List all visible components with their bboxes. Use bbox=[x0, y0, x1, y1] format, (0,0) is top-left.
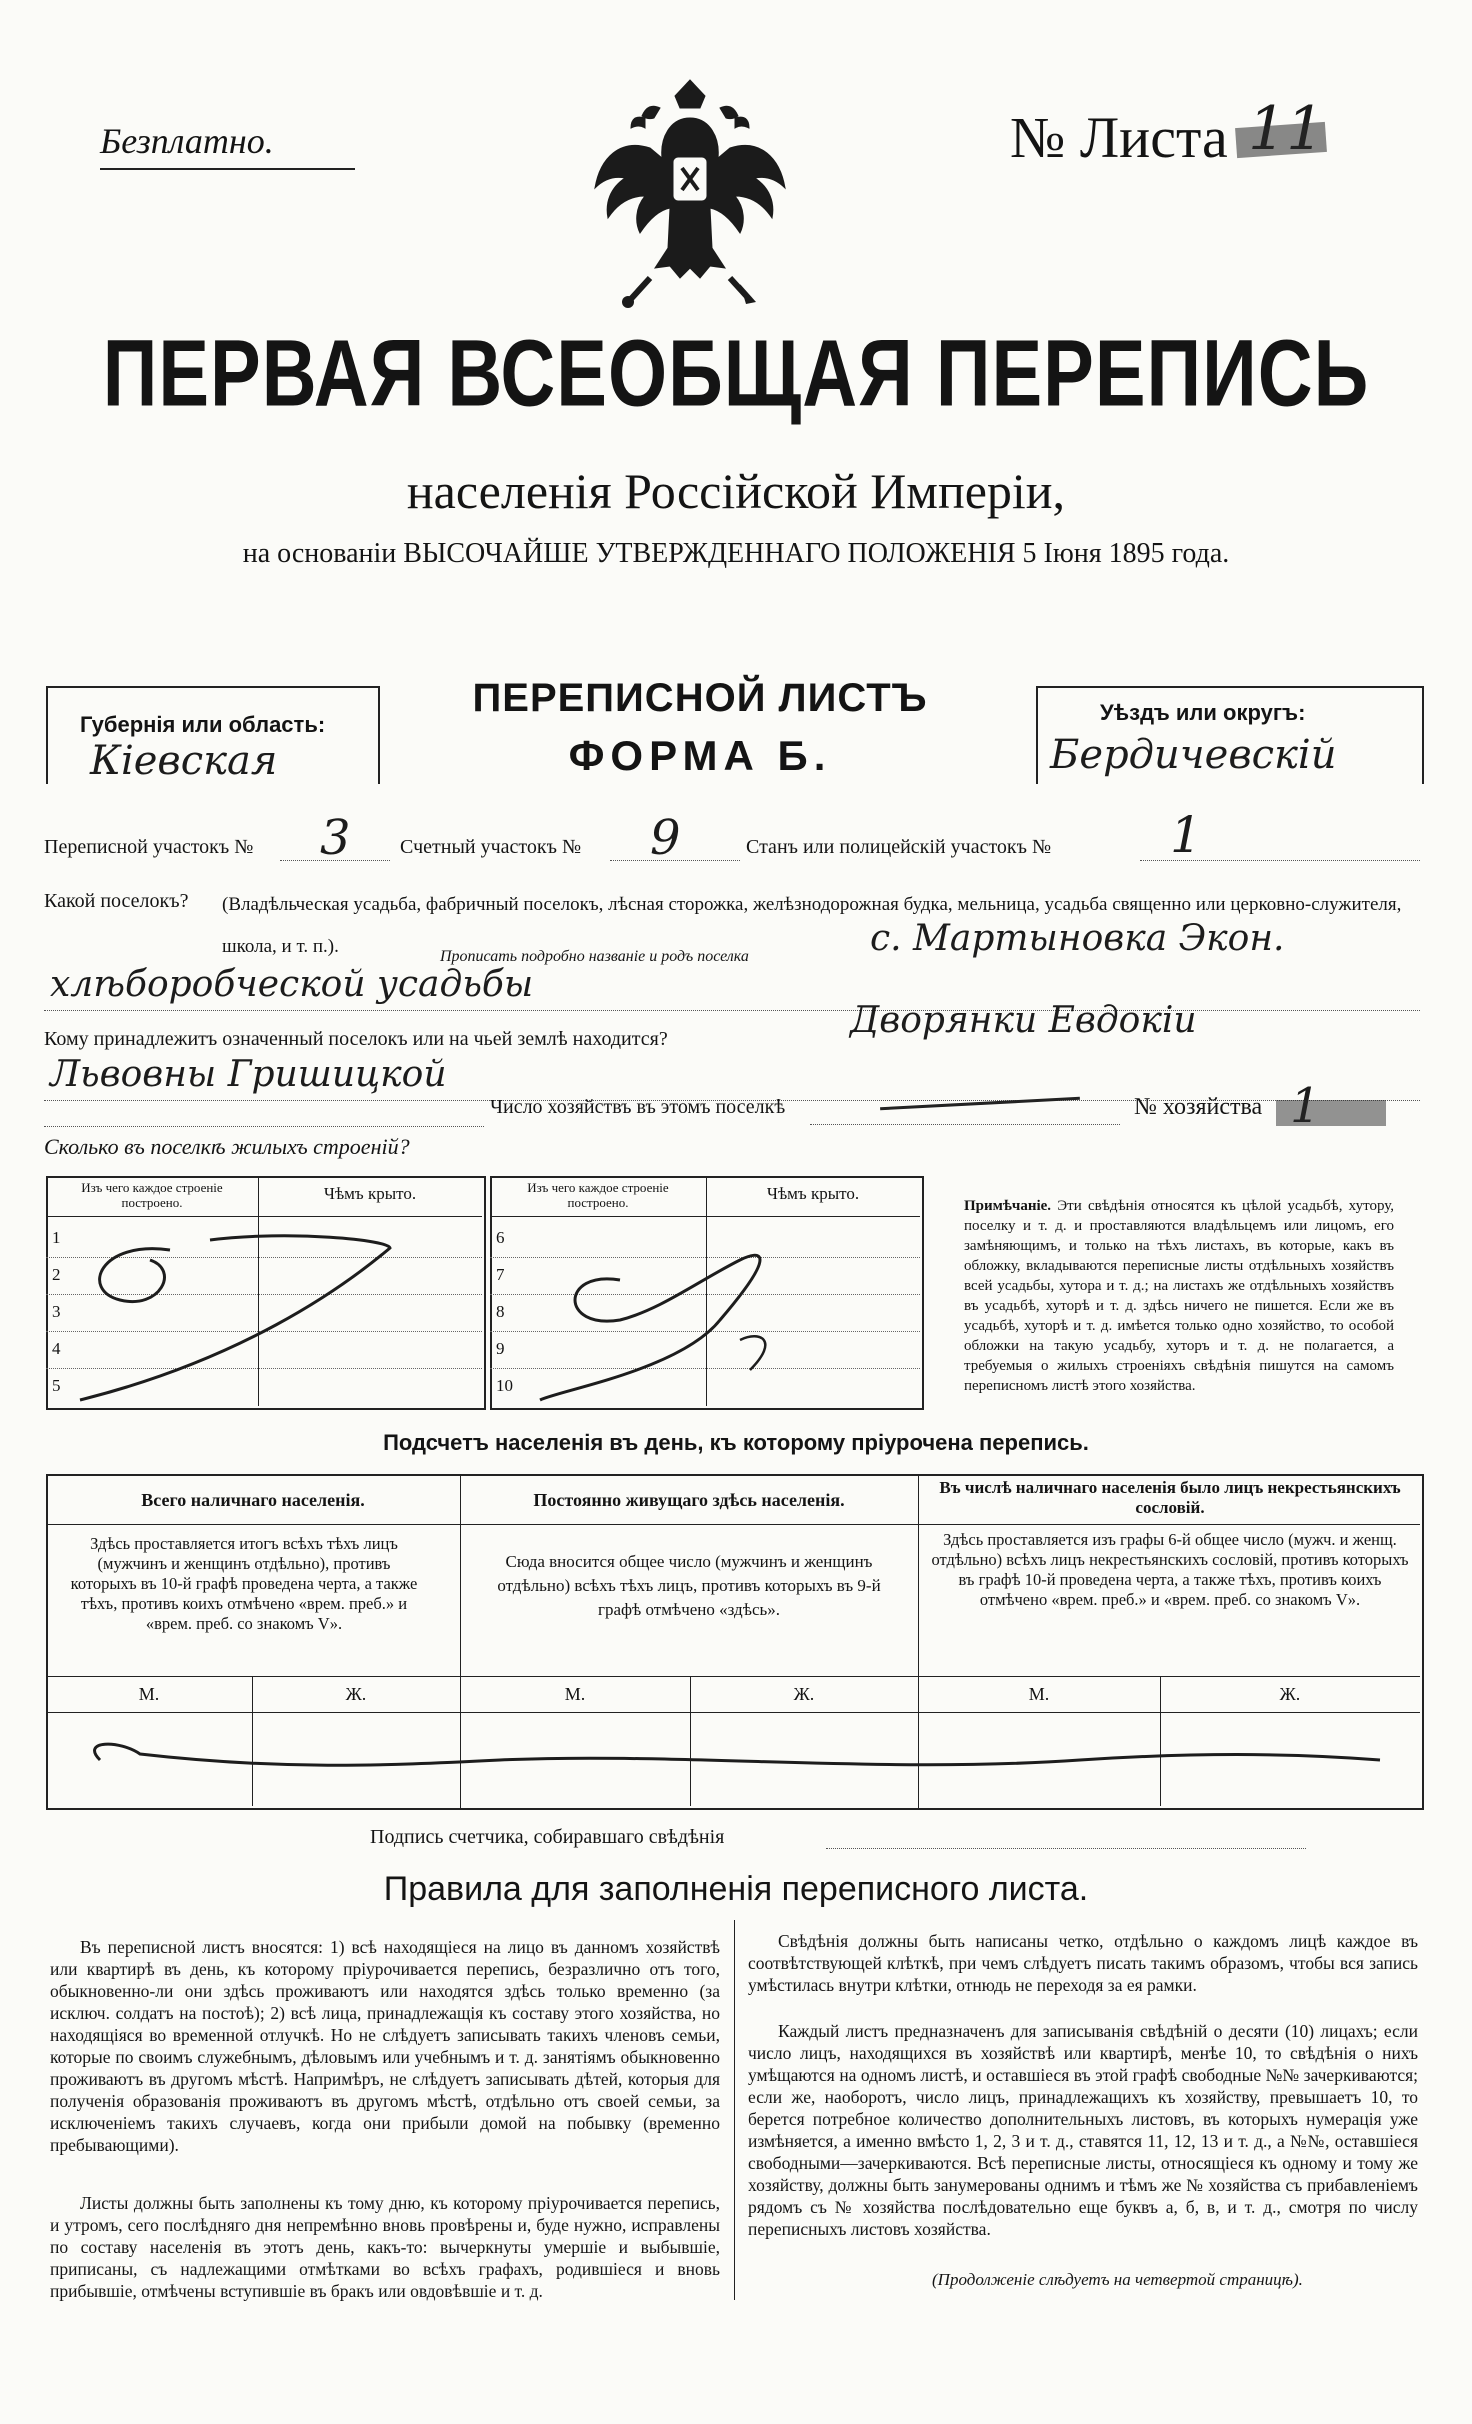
population-heading: Подсчетъ населенія въ день, къ которому пріурочена перепись. bbox=[383, 1430, 1089, 1455]
pop-title-rule bbox=[46, 1524, 1420, 1525]
rules-left-p2: Листы должны быть заполнены къ тому дню, къ которому пріурочивается перепись, и утромъ, сего послѣдняго дня непремѣнно вновь провѣрены и, буде нужно, исправлены по составу населенія въ этотъ день, какъ-то: вычеркнуты умершіе и выбывшіе, приписаны, съ надлежащими отмѣтками во всѣхъ графахъ, родившіеся и вновь прибывшіе, отмѣчены вступившіе въ бракъ или овдовѣвшіе и т. д. bbox=[50, 2193, 720, 2301]
census-area-value[interactable]: 3 bbox=[320, 810, 351, 866]
household-no-label: № хозяйства bbox=[1134, 1094, 1263, 1120]
signature-label: Подпись счетчика, собиравшаго свѣдѣнія bbox=[370, 1826, 725, 1848]
pop-col1-text: Здѣсь проставляется итогъ всѣхъ тѣхъ лицъ (мужчинъ и женщинъ отдѣльно), противъ которыхъ въ 10-й графѣ проведена черта, а также тѣхъ, противъ коихъ отмѣчено «врем. преб.» и «врем. преб. со знакомъ V». bbox=[70, 1534, 418, 1633]
dwellings-label: Сколько въ поселкѣ жилыхъ строеній? bbox=[44, 1134, 410, 1159]
pop-col1-title: Всего наличнаго населенія. bbox=[141, 1490, 365, 1510]
building-row-right-number: 8 bbox=[496, 1302, 505, 1321]
building-row-left-number: 4 bbox=[52, 1339, 61, 1358]
stan-label: Станъ или полицейскій участокъ № bbox=[746, 836, 1052, 858]
form-name: ФОРМА Б. bbox=[568, 732, 832, 779]
pop-col3-m: М. bbox=[1028, 1684, 1050, 1704]
buildings-left-col-roof: Чѣмъ крыто. bbox=[323, 1184, 417, 1203]
building-row-left-number: 5 bbox=[52, 1376, 61, 1395]
settlement-label: Какой поселокъ? bbox=[44, 890, 189, 912]
pop-col1-m: М. bbox=[138, 1684, 160, 1704]
province-value[interactable]: Кіевская bbox=[90, 738, 278, 784]
building-row-right-number: 10 bbox=[496, 1376, 513, 1395]
basis-line: на основаніи ВЫСОЧАЙШЕ УТВЕРЖДЕННАГО ПОЛОЖЕНІЯ 5 Іюня 1895 года. bbox=[242, 538, 1230, 569]
note-text: Эти свѣдѣнія относятся къ цѣлой усадьбѣ, хутору, поселку и т. д. и проставляются владѣльцемъ или лицомъ, его замѣняющимъ, и только на тѣхъ листахъ, въ которые, какъ въ обложку, вкладываются переписные листы отдѣльныхъ хозяйствъ всей усадьбы, хутора и т. д.; на листахъ же отдѣльныхъ хозяйствъ въ усадьбѣ, хуторѣ и т. д. здѣсь ничего не пишется. Если же въ усадьбѣ, хуторѣ и т. д. имѣется только одно хозяйство, то особой обложки на такую усадьбу, хуторъ и т. д. не полагается, а требуемыя о жилыхъ строеніяхъ свѣдѣнія пишутся на самомъ переписномъ листѣ этого хозяйства. bbox=[964, 1198, 1394, 1394]
sheet-no-scribble bbox=[1235, 122, 1327, 158]
building-row-left-number: 2 bbox=[52, 1265, 61, 1284]
count-area-label: Счетный участокъ № bbox=[400, 836, 582, 858]
buildings-strike-scribbles bbox=[60, 1220, 920, 1410]
pop-col2-title: Постоянно живущаго здѣсь населенія. bbox=[533, 1490, 845, 1510]
free-underline bbox=[100, 168, 355, 170]
pop-col2-m: М. bbox=[564, 1684, 586, 1704]
district-label: Уѣздъ или округъ: bbox=[1100, 700, 1306, 725]
pop-col1-f: Ж. bbox=[345, 1684, 367, 1704]
buildings-left-header-rule bbox=[46, 1216, 482, 1217]
households-lead-rule bbox=[44, 1126, 484, 1127]
population-strike-line bbox=[80, 1730, 1390, 1790]
rules-column-divider bbox=[734, 1920, 735, 2300]
stan-value[interactable]: 1 bbox=[1170, 806, 1202, 864]
buildings-left-col-material: Изъ чего каждое строеніе построено. bbox=[81, 1180, 223, 1210]
building-row-right-number: 6 bbox=[496, 1228, 505, 1247]
rules-right-p1: Свѣдѣнія должны быть написаны четко, отдѣльно о каждомъ лицѣ каждое въ соотвѣтствующей клѣткѣ, при чемъ слѣдуетъ писать такимъ образомъ, чтобы вся запись умѣстилась внутри клѣтки, отнюдь не переходя за ея рамки. bbox=[748, 1931, 1418, 1995]
subtitle: населенія Россійской Имперіи, bbox=[406, 463, 1066, 519]
settlement-value-1[interactable]: с. Мартыновка Экон. bbox=[870, 918, 1285, 959]
household-no-scribble bbox=[1276, 1100, 1386, 1126]
households-strike bbox=[880, 1097, 1080, 1110]
buildings-right-header-rule bbox=[490, 1216, 920, 1217]
pop-col2-text: Сюда вносится общее число (мужчинъ и женщинъ отдѣльно) всѣхъ тѣхъ лицъ, противъ которыхъ въ 9-й графѣ отмѣчено «здѣсь». bbox=[497, 1552, 881, 1619]
count-area-value[interactable]: 9 bbox=[650, 810, 681, 866]
building-row-left-number: 1 bbox=[52, 1228, 61, 1247]
pop-col3-f: Ж. bbox=[1279, 1684, 1301, 1704]
free-label: Безплатно. bbox=[100, 121, 274, 161]
buildings-right-col-roof: Чѣмъ крыто. bbox=[766, 1184, 860, 1203]
settlement-hint: (Владѣльческая усадьба, фабричный поселокъ, лѣсная сторожка, желѣзнодорожная будка, мельница, усадьба священно или церковно-служителя, школа, и т. п.). bbox=[222, 894, 1402, 957]
note-title: Примѣчаніе. bbox=[964, 1198, 1052, 1214]
rules-continued: (Продолженіе слѣдуетъ на четвертой страницѣ). bbox=[932, 2270, 1303, 2289]
sheet-title: ПЕРЕПИСНОЙ ЛИСТЪ bbox=[472, 676, 928, 720]
building-row-right-number: 9 bbox=[496, 1339, 505, 1358]
pop-col3-text: Здѣсь проставляется изъ графы 6-й общее число (мужч. и женщ. отдѣльно) всѣхъ лицъ некрестьянскихъ сословій, противъ которыхъ въ графѣ 10-й проведена черта, а также тѣхъ, противъ коихъ отмѣчено «врем. преб.» и «врем. преб. со знакомъ V». bbox=[931, 1530, 1409, 1609]
buildings-right-col-material: Изъ чего каждое строеніе построено. bbox=[527, 1180, 669, 1210]
signature-rule[interactable] bbox=[826, 1848, 1306, 1849]
building-row-right-number: 7 bbox=[496, 1265, 505, 1284]
pop-col2-f: Ж. bbox=[793, 1684, 815, 1704]
census-area-label: Переписной участокъ № bbox=[44, 836, 254, 858]
building-row-left-number: 3 bbox=[52, 1302, 61, 1321]
pop-col3-title: Въ числѣ наличнаго населенія было лицъ некрестьянскихъ сословій. bbox=[939, 1478, 1401, 1517]
owner-value-2[interactable]: Львовны Гришицкой bbox=[50, 1054, 447, 1095]
owner-label: Кому принадлежитъ означенный поселокъ или на чьей землѣ находится? bbox=[44, 1028, 668, 1050]
province-label: Губернія или область: bbox=[80, 712, 326, 737]
settlement-hint-italic: Прописать подробно названіе и родъ поселка bbox=[440, 948, 749, 965]
settlement-rule bbox=[44, 1010, 1420, 1011]
households-rule bbox=[810, 1124, 1120, 1125]
rules-title: Правила для заполненія переписного листа. bbox=[383, 1870, 1089, 1908]
households-label: Число хозяйствъ въ этомъ поселкѣ bbox=[490, 1096, 786, 1118]
sheet-no-label: № Листа bbox=[1010, 105, 1228, 170]
owner-value-1[interactable]: Дворянки Евдокіи bbox=[850, 1000, 1197, 1041]
note-block bbox=[964, 1196, 1394, 1396]
rules-right-p2: Каждый листъ предназначенъ для записыванія свѣдѣній о десяти (10) лицахъ; если число лицъ, находящихся въ хозяйствѣ или квартирѣ, менѣе 10, то свѣдѣнія о нихъ умѣщаются на одномъ листѣ, и оставшіеся въ этой графѣ свободные №№ зачеркиваются; если же, наоборотъ, число лицъ, принадлежащихъ къ хозяйству, превышаетъ 10, то берется потребное количество дополнительныхъ листовъ, въ которыхъ нумерація уже измѣняется, а именно вмѣсто 1, 2, 3 и т. д., ставятся 11, 12, 13 и т. д., а №№, оставшіеся свободными—зачеркиваются. Всѣ переписные листы, относящіеся къ одному и тому же хозяйству, должны быть занумерованы однимъ и тѣмъ же № хозяйства съ прибавленіемъ рядомъ съ № хозяйства послѣдовательно еще буквъ а, б, в, и т. д., смотря по числу переписныхъ листовъ хозяйства. bbox=[748, 2021, 1418, 2239]
main-title: ПЕРВАЯ ВСЕОБЩАЯ ПЕРЕПИСЬ bbox=[102, 320, 1370, 427]
settlement-value-2[interactable]: хлѣборобческой усадьбы bbox=[50, 964, 534, 1005]
district-value[interactable]: Бердичевскій bbox=[1050, 732, 1337, 778]
imperial-eagle-emblem bbox=[590, 78, 790, 308]
rules-left-p1: Въ переписной листъ вносятся: 1) всѣ находящіеся на лицо въ данномъ хозяйствѣ или квартирѣ въ день, къ которому пріурочивается перепись, безразлично отъ того, обыкновенно-ли они здѣсь проживаютъ или находятся здѣсь только временно (за исключ. солдатъ на постоѣ); 2) всѣ лица, принадлежащія къ составу этого хозяйства, но находящіяся во временной отлучкѣ. Но не слѣдуетъ записывать такихъ членовъ семьи, которые по своимъ служебнымъ, дѣловымъ или учебнымъ и т. д. занятіямъ обыкновенно проживаютъ въ другомъ мѣстѣ. Напримѣръ, не слѣдуетъ записывать дѣтей, которыя для полученія образованія проживаютъ въ другомъ мѣстѣ, отдѣльно отъ своей семьи, за исключеніемъ такихъ случаевъ, когда они прибыли домой на побывку (временно пребывающими). bbox=[50, 1937, 720, 2155]
